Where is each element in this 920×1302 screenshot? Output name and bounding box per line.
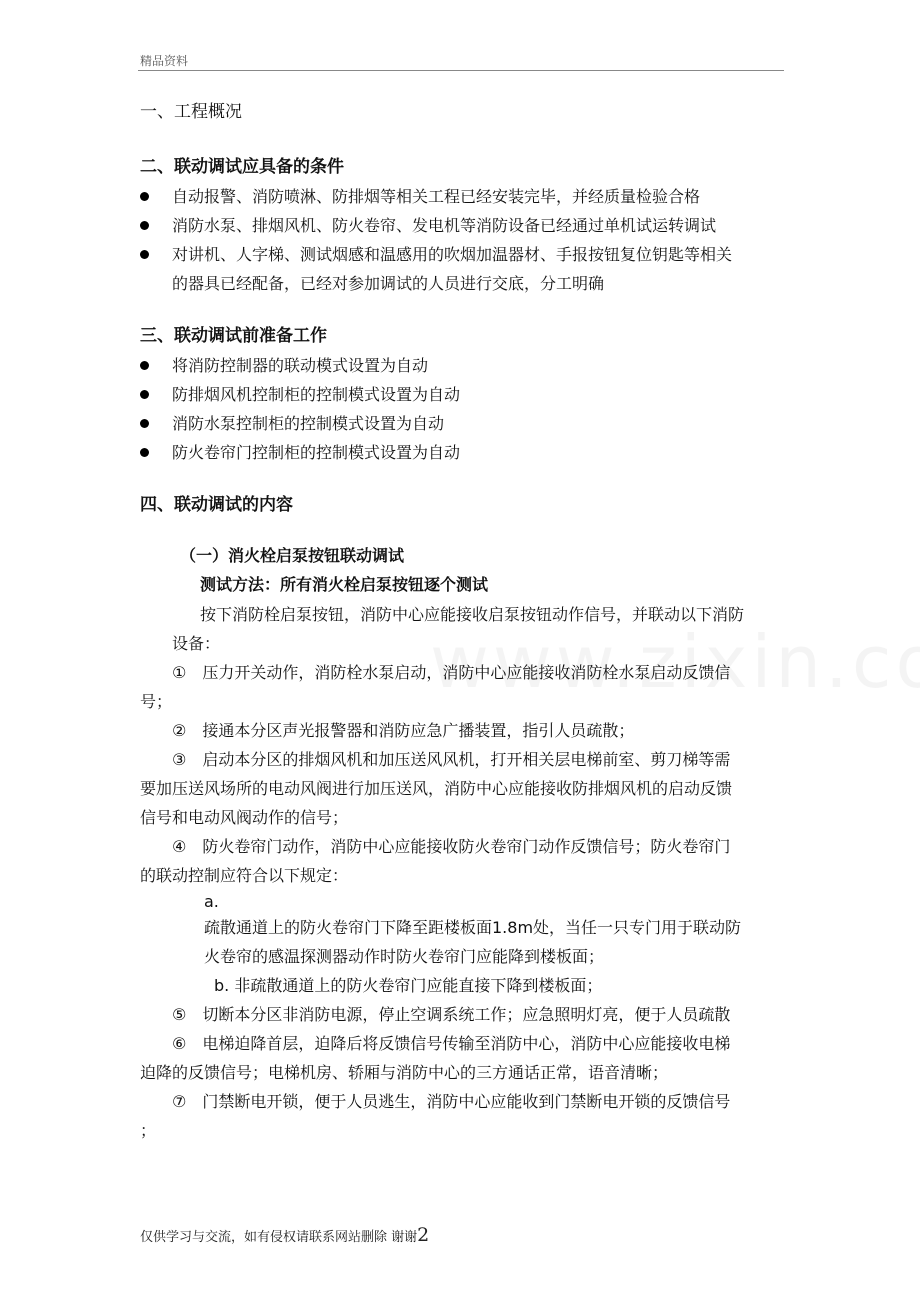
document-page: 精品资料 一、工程概况 二、联动调试应具备的条件 自动报警、消防喷淋、防排烟等相关工程已经安装完毕，并经质量检验合格 消防水泵、排烟风机、防火卷帘、发电机等消防设备已经通过单机试运转调试 对讲机、人字梯、测试烟感和温感用的吹烟加温器材、手报按钮复位钥匙等相关 的器具已经配备，已经对参加调试的人员进行交底，分工明确 三、联动调试前准备工作 将消防控制器的联动模式设置为自动 防排烟风机控制柜的控制模式设置为自动 消防水泵控制柜的控制模式设置为自动 防火卷帘门控制柜的控制模式设置为自动 四、联动调试的内容 （一）消火栓启泵按钮联动调试 测试方法：所有消火栓启泵按钮逐个测试 按下消防栓启泵按钮，消防中心应能接收启泵按钮动作信号，并联动以下消防 设备： ① 压力开关动作，消防栓水泵启动，消防中心应能接收消防栓水泵启动反馈信 号； ② 接通本分区声光报警器和消防应急广播装置，指引人员疏散； ③ 启动本分区的排烟风机和加压送风风机，打开相关层电梯前室、剪刀梯等需 要加压送风场所的电动风阀进行加压送风，消防中心应能接收防排烟风机的启动反馈 信号和电动风阀动作的信号； ④ 防火卷帘门动作，消防中心应能接收防火卷帘门动作反馈信号；防火卷帘门 的联动控制应符合以下规定： a. 疏散通道上的防火卷帘门下降至距楼板面1.8m处，当任一只专门用于联动防 火卷帘的感温探测器动作时防火卷帘门应能降到楼板面； b. 非疏散通道上的防火卷帘门应能直接下降到楼板面； ⑤ 切断本分区非消防电源，停止空调系统工作；应急照明灯亮，便于人员疏散 ⑥ 电梯迫降首层，迫降后将反馈信号传输至消防中心，消防中心应能接收电梯 迫降的反馈信号；电梯机房、轿厢与消防中心的三方通话正常，语音清晰； ⑦ 门禁断电开锁，便于人员逃生，消防中心应能收到门禁断电开锁的反馈信号 ； 仅供学习与交流，如有侵权请联系网站删除 谢谢2 [0,0,920,1302]
paragraph-line: ③ 启动本分区的排烟风机和加压送风风机，打开相关层电梯前室、剪刀梯等需 [172,750,731,769]
paragraph-line: 按下消防栓启泵按钮，消防中心应能接收启泵按钮动作信号，并联动以下消防 [200,605,745,624]
paragraph-line: b. 非疏散通道上的防火卷帘门应能直接下降到楼板面； [214,976,603,995]
paragraph-line: 火卷帘的感温探测器动作时防火卷帘门应能降到楼板面； [204,947,605,966]
subsection-title: （一）消火栓启泵按钮联动调试 [180,546,405,565]
page-number: 2 [417,1224,430,1246]
bullet-icon [140,419,149,428]
test-method: 测试方法：所有消火栓启泵按钮逐个测试 [200,575,489,594]
paragraph-line: 号； [140,692,173,711]
paragraph-line: 迫降的反馈信号；电梯机房、轿厢与消防中心的三方通话正常，语音清晰； [140,1063,669,1082]
header-divider [138,70,784,71]
header-label: 精品资料 [140,54,189,68]
paragraph-line: ⑥ 电梯迫降首层，迫降后将反馈信号传输至消防中心，消防中心应能接收电梯 [172,1034,731,1053]
paragraph-line: 要加压送风场所的电动风阀进行加压送风，消防中心应能接收防排烟风机的启动反馈 [140,779,733,798]
bullet-icon [140,221,149,230]
paragraph-line: ⑦ 门禁断电开锁，便于人员逃生，消防中心应能收到门禁断电开锁的反馈信号 [172,1092,731,1111]
paragraph-line: ① 压力开关动作，消防栓水泵启动，消防中心应能接收消防栓水泵启动反馈信 [172,663,731,682]
bullet-icon [140,250,149,259]
section-4-title: 四、联动调试的内容 [140,495,293,515]
footer [140,1224,429,1246]
bullet-icon [140,361,149,370]
paragraph-line: ⑤ 切断本分区非消防电源，停止空调系统工作；应急照明灯亮，便于人员疏散 [172,1005,731,1024]
footer-text: 仅供学习与交流，如有侵权请联系网站删除 谢谢 [140,1230,418,1245]
paragraph-line: ② 接通本分区声光报警器和消防应急广播装置，指引人员疏散； [172,721,635,740]
bullet-icon [140,448,149,457]
paragraph-line: 信号和电动风阀动作的信号； [140,808,349,827]
bullet-icon [140,192,149,201]
section-1-title: 一、工程概况 [140,102,242,122]
paragraph-line: a. [204,892,219,911]
list-item-continuation: 的器具已经配备，已经对参加调试的人员进行交底，分工明确 [172,274,605,293]
section-3-title: 三、联动调试前准备工作 [140,326,327,346]
paragraph-line: 的联动控制应符合以下规定： [140,866,349,885]
paragraph-line: 疏散通道上的防火卷帘门下降至距楼板面1.8m处，当任一只专门用于联动防 [204,918,742,937]
section-2-title: 二、联动调试应具备的条件 [140,157,344,177]
paragraph-line: ④ 防火卷帘门动作，消防中心应能接收防火卷帘门动作反馈信号；防火卷帘门 [172,837,731,856]
paragraph-line: ； [140,1121,157,1140]
paragraph-line: 设备： [172,634,221,653]
bullet-icon [140,390,149,399]
